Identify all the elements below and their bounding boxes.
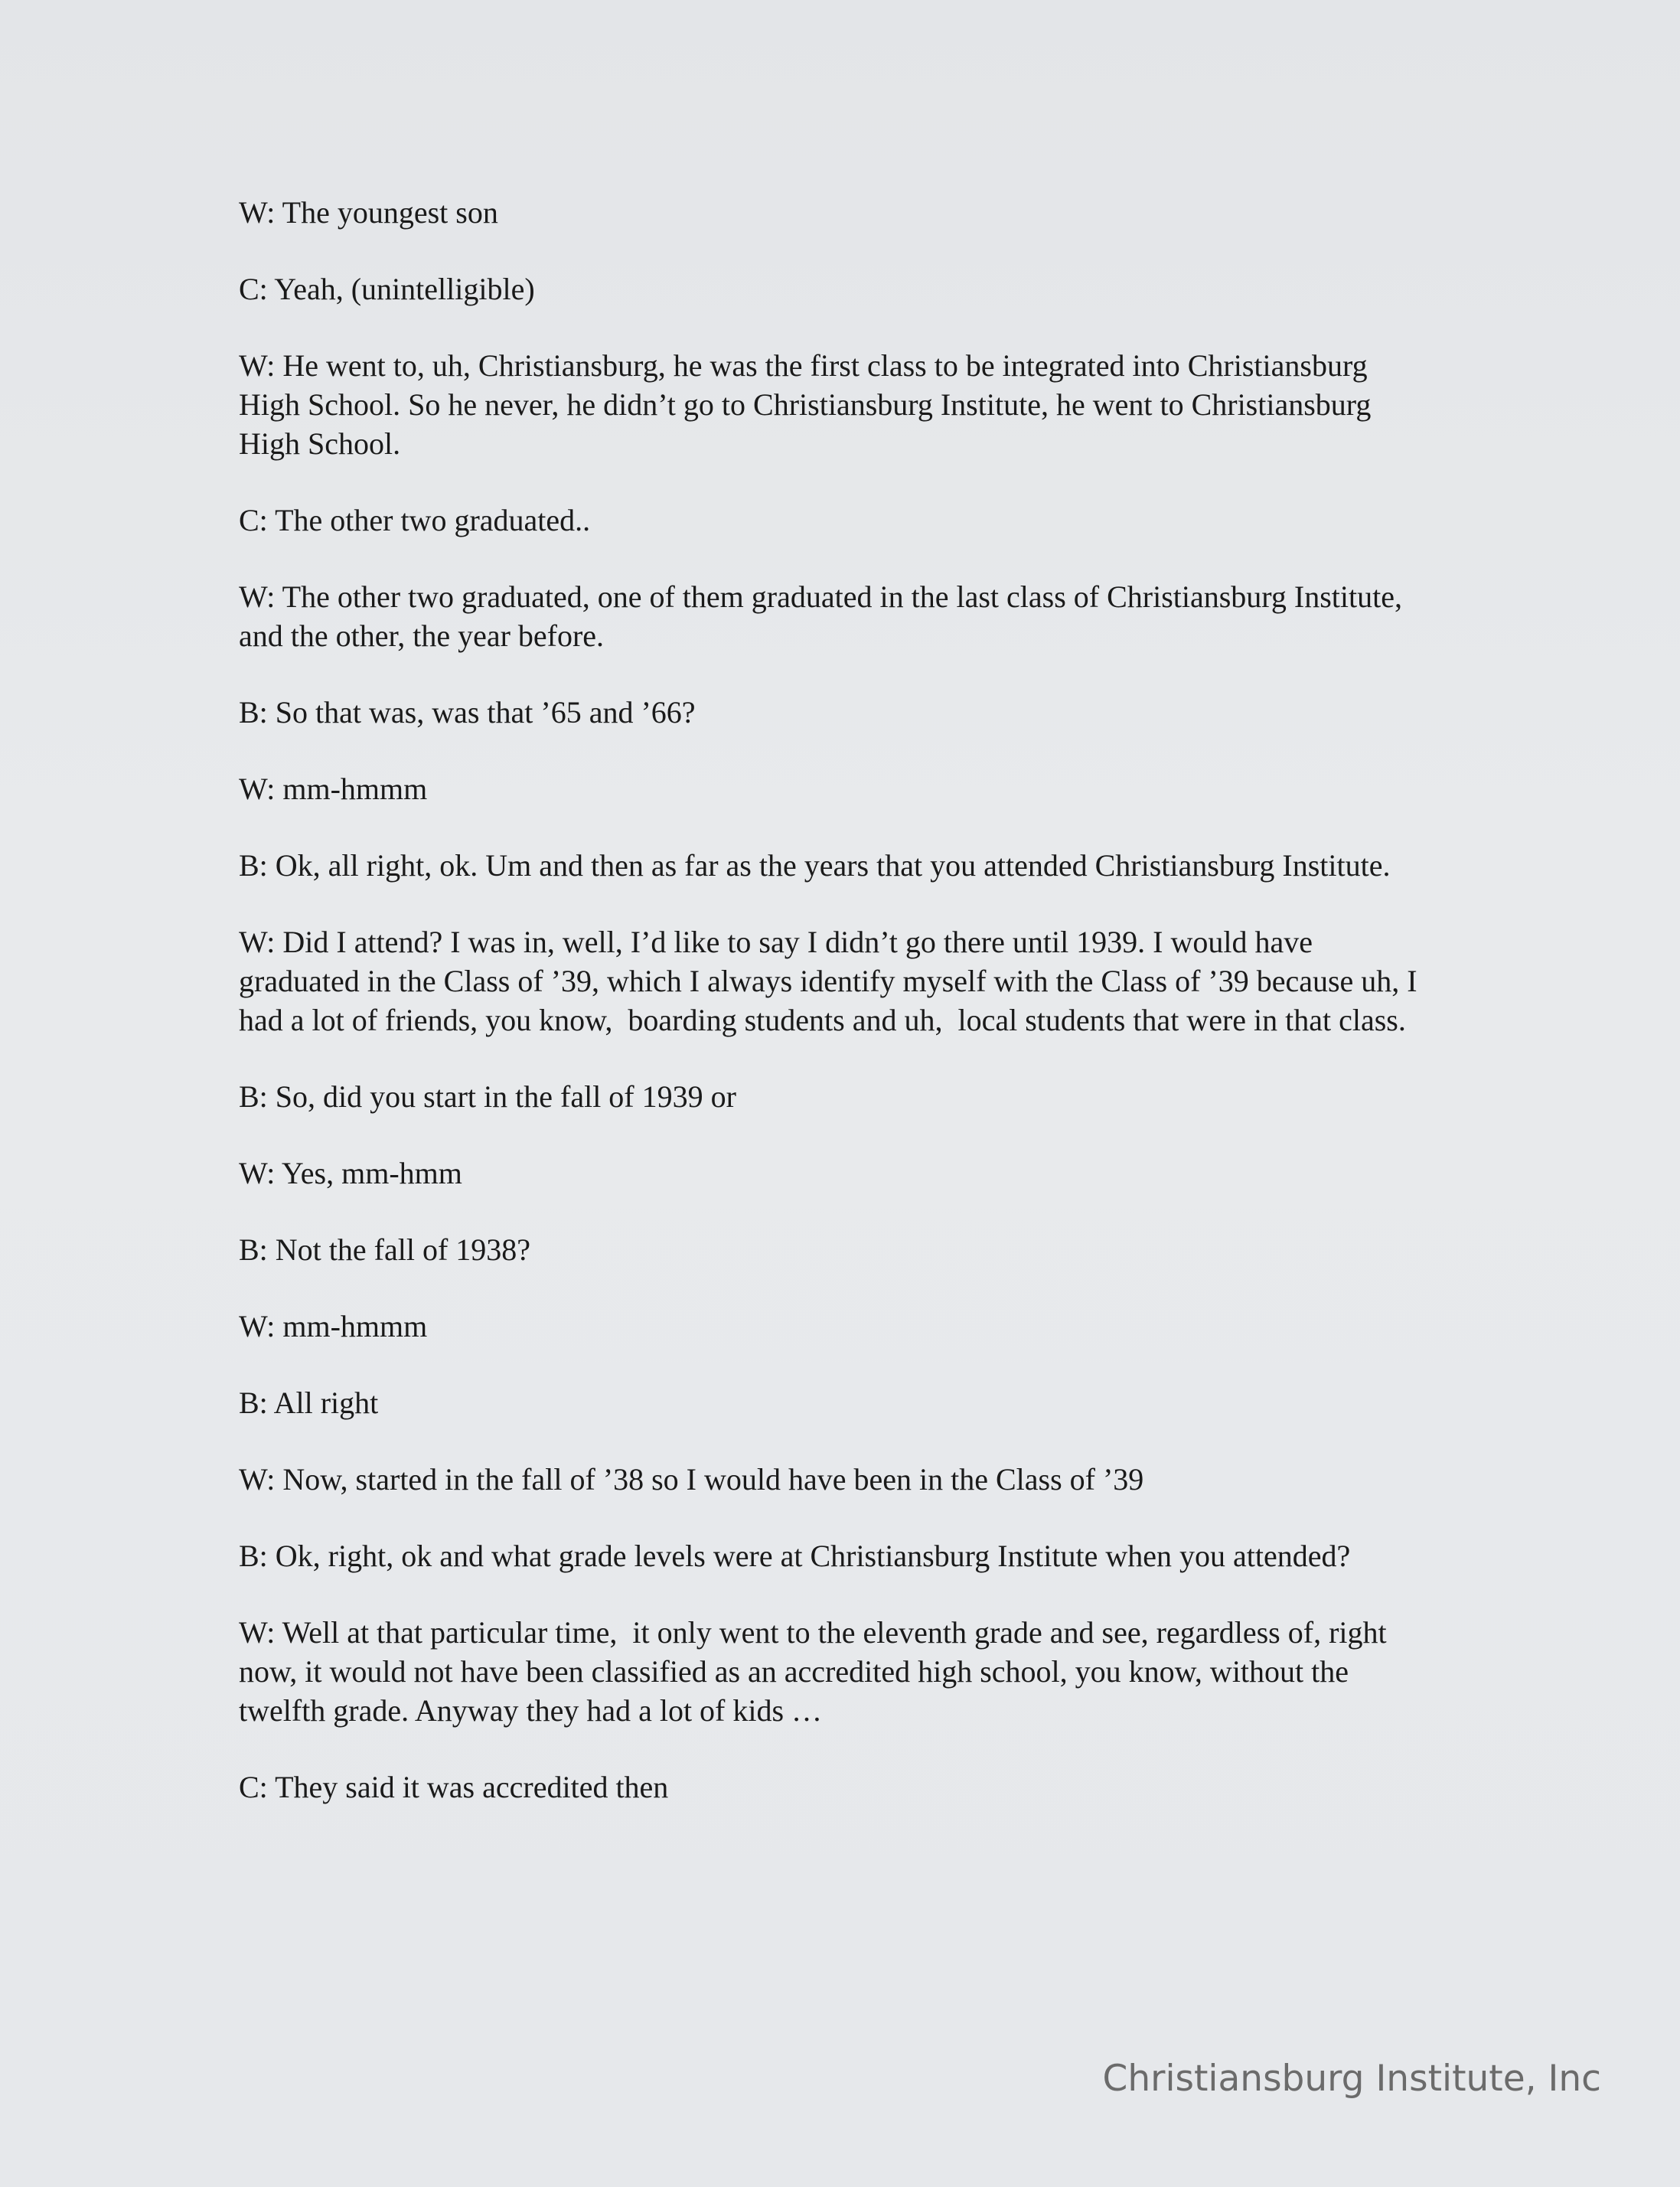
transcript-body: [239, 193, 1433, 1844]
transcript-line: C: Yeah, (unintelligible): [239, 272, 535, 306]
transcript-line: B: So, did you start in the fall of 1939 or: [239, 1079, 736, 1114]
transcript-line: C: They said it was accredited then: [239, 1770, 669, 1804]
transcript-line: B: Ok, right, ok and what grade levels were at Christiansburg Institute when you attended?: [239, 1539, 1351, 1573]
transcript-line: B: Ok, all right, ok. Um and then as far as the years that you attended Christiansburg Institute.: [239, 848, 1391, 883]
transcript-line: W: Well at that particular time, it only went to the eleventh grade and see, regardless of, right now, it would not have been classified as an accredited high school, you know, without the twelfth grade. Anyway they had a lot of kids …: [239, 1615, 1395, 1728]
transcript-line: W: mm-hmmm: [239, 1309, 428, 1343]
transcript-line: W: He went to, uh, Christiansburg, he was the first class to be integrated into Christiansburg High School. So he never, he didn’t go to Christiansburg Institute, he went to Christiansburg High School.: [239, 348, 1379, 461]
transcript-line: W: mm-hmmm: [239, 772, 428, 806]
transcript-line: W: Did I attend? I was in, well, I’d like to say I didn’t go there until 1939. I would have graduated in the Class of ’39, which I always identify myself with the Class of ’39 because uh, I had a lot of friends, you know, boarding students and uh, local students that were in that class.: [239, 925, 1425, 1037]
transcript-line: B: All right: [239, 1386, 379, 1420]
watermark-text: Christiansburg Institute, Inc: [1102, 2058, 1601, 2100]
transcript-line: W: Yes, mm-hmm: [239, 1156, 462, 1190]
transcript-line: B: Not the fall of 1938?: [239, 1232, 531, 1267]
transcript-line: C: The other two graduated..: [239, 503, 591, 537]
transcript-line: W: The youngest son: [239, 195, 498, 230]
transcript-line: W: Now, started in the fall of ’38 so I would have been in the Class of ’39: [239, 1462, 1144, 1497]
transcript-line: W: The other two graduated, one of them graduated in the last class of Christiansburg Institute, and the other, the year before.: [239, 579, 1410, 653]
transcript-line: B: So that was, was that ’65 and ’66?: [239, 695, 696, 730]
